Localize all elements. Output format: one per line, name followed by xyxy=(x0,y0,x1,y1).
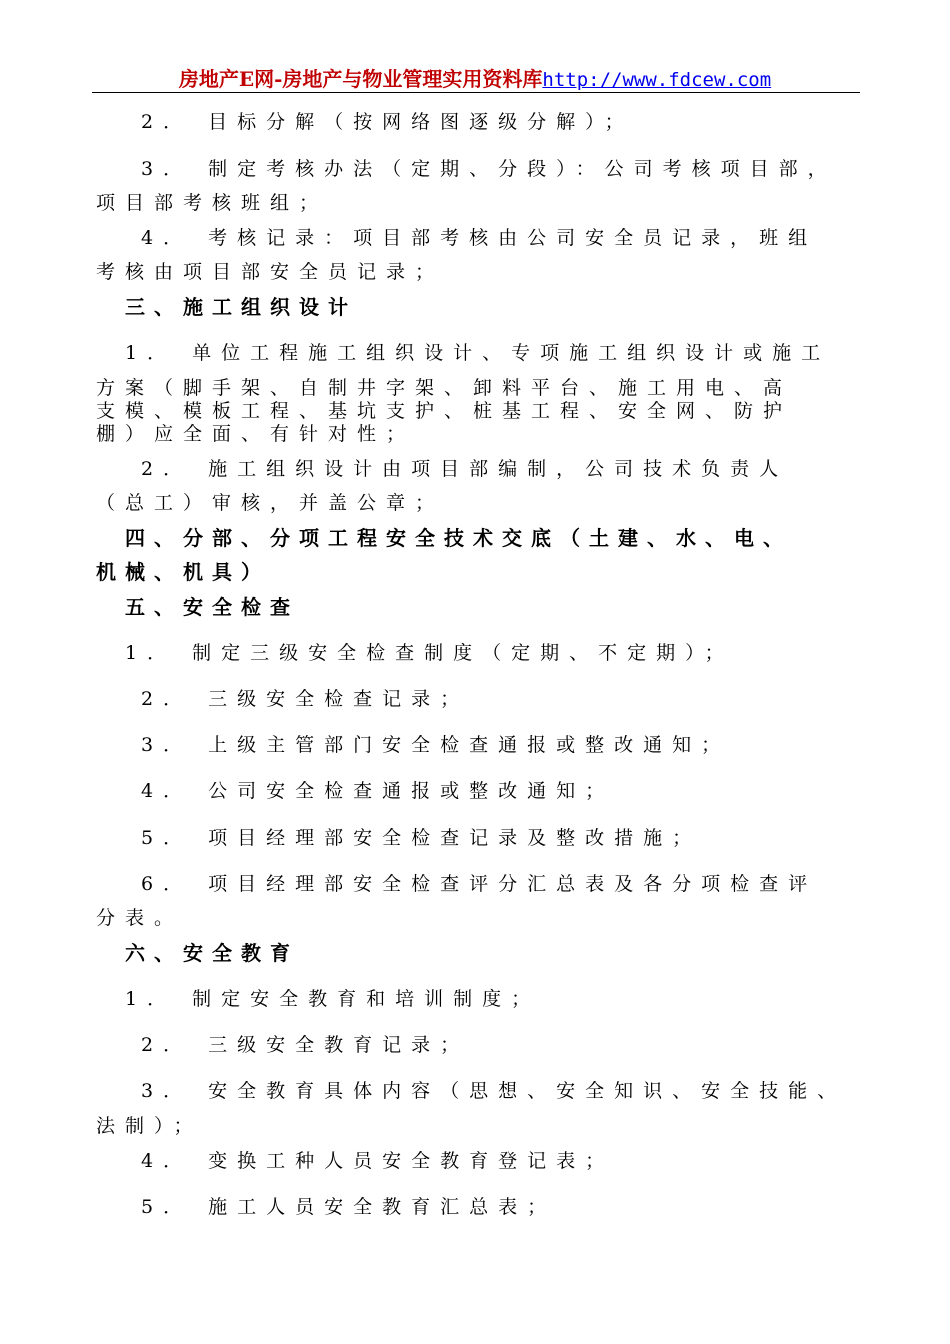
page-header xyxy=(0,66,950,93)
list-item-continuation: （总工）审核，并盖公章； xyxy=(96,492,445,514)
list-item: 5． 项目经理部安全检查记录及整改措施； xyxy=(96,827,702,849)
section-heading: 六、安全教育 xyxy=(96,941,299,965)
section-heading: 五、安全检查 xyxy=(96,595,299,619)
list-item: 2． 三级安全教育记录； xyxy=(96,1034,470,1056)
list-item: 4． 变换工种人员安全教育登记表； xyxy=(96,1150,615,1172)
site-title: 房地产E网-房地产与物业管理实用资料库 xyxy=(178,67,543,91)
site-url-link[interactable]: http://www.fdcew.com xyxy=(542,69,772,91)
list-item-continuation: 项目部考核班组； xyxy=(96,192,329,214)
list-item: 1． 制定安全教育和培训制度； xyxy=(96,988,541,1010)
list-item-continuation: 支模、模板工程、基坑支护、桩基工程、安全网、防护 xyxy=(96,400,793,422)
list-item: 3． 制定考核办法（定期、分段）：公司考核项目部， xyxy=(96,158,837,180)
list-item: 3． 上级主管部门安全检查通报或整改通知； xyxy=(96,734,731,756)
list-item: 2． 施工组织设计由项目部编制，公司技术负责人 xyxy=(96,458,789,480)
section-heading-continuation: 机械、机具） xyxy=(96,560,270,584)
list-item-continuation: 分表。 xyxy=(96,907,184,929)
list-item: 6． 项目经理部安全检查评分汇总表及各分项检查评 xyxy=(96,873,818,895)
header-divider xyxy=(92,92,860,93)
list-item: 3． 安全教育具体内容（思想、安全知识、安全技能、 xyxy=(96,1080,847,1102)
list-item: 4． 考核记录：项目部考核由公司安全员记录，班组 xyxy=(96,227,818,249)
list-item: 2． 三级安全检查记录； xyxy=(96,688,470,710)
section-heading: 三、施工组织设计 xyxy=(96,295,357,319)
section-heading: 四、分部、分项工程安全技术交底（土建、水、电、 xyxy=(96,526,792,550)
list-item-continuation: 考核由项目部安全员记录； xyxy=(96,261,445,283)
list-item-continuation: 棚）应全面、有针对性； xyxy=(96,423,416,445)
list-item-continuation: 方案（脚手架、自制井字架、卸料平台、施工用电、高 xyxy=(96,377,793,399)
list-item: 2． 目标分解（按网络图逐级分解）； xyxy=(96,111,634,133)
list-item: 5． 施工人员安全教育汇总表； xyxy=(96,1196,557,1218)
list-item: 1． 单位工程施工组织设计、专项施工组织设计或施工 xyxy=(96,342,831,364)
list-item: 1． 制定三级安全检查制度（定期、不定期）； xyxy=(96,642,734,664)
list-item-continuation: 法制）； xyxy=(96,1115,203,1137)
list-item: 4． 公司安全检查通报或整改通知； xyxy=(96,780,615,802)
